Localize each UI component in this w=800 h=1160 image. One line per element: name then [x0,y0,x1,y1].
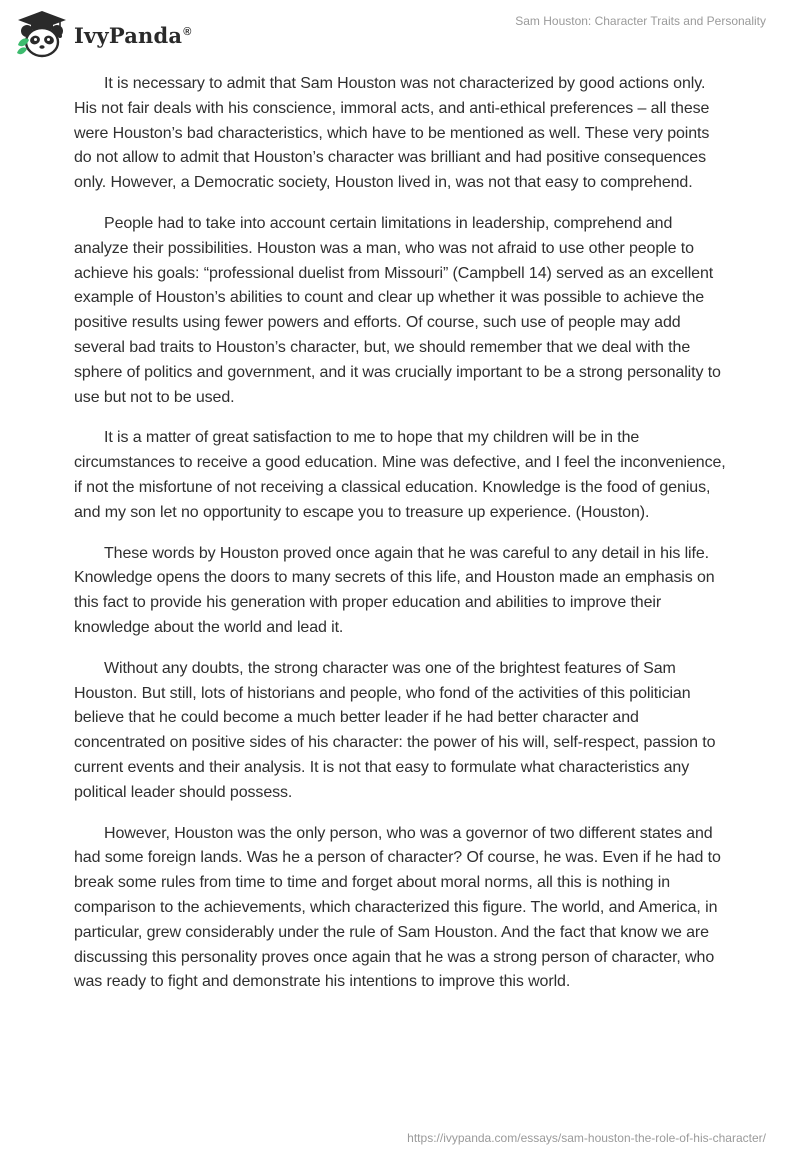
paragraph: These words by Houston proved once again that he was careful to any detail in his life. Knowledge opens the doors to many secrets of this life, and Houston made an emphasis on this fact to provide his generation with proper education and abilities to improve their knowledge about the world and lead it. [74,544,715,636]
page-header [0,0,800,70]
paragraph: However, Houston was the only person, who was a governor of two different states and had some foreign lands. Was he a person of character? Of course, he was. Even if he had to break some rules from time to time and forget about moral norms, all this is nothing in comparison to the achievements, which characterized this figure. The world, and America, in particular, grew considerably under the rule of Sam Houston. And the fact that know we are discussing this personality proves once again that he was a strong person of character, who was ready to fight and demonstrate his intentions to improve this world. [74,824,721,991]
brand-name-text: IvyPanda [74,22,183,48]
panda-graduate-icon [14,9,70,59]
paragraph: People had to take into account certain limitations in leadership, comprehend and analyze their possibilities. Houston was a man, who was not afraid to use other people to achieve his goals: “professional duelist from Missouri” (Campbell 14) served as an excellent example of Houston’s abilities to count and clear up whether it was possible to achieve the positive results using fewer powers and efforts. Of course, such use of people may add several bad traits to Houston’s character, but, we should remember that we deal with the sphere of politics and government, and it was crucially important to be a strong personality to use but not to be used. [74,214,721,406]
brand-name [74,23,192,48]
paragraph: Without any doubts, the strong character was one of the brightest features of Sam Houston. But still, lots of historians and people, who fond of the activities of this politician believe that he could become a much better leader if he had better character and concentrated on positive sides of his character: the power of his will, self-respect, passion to current events and their analysis. It is not that easy to formulate what characteristics any political leader should possess. [74,659,716,801]
essay-body [74,72,730,1011]
registered-mark: ® [183,25,192,38]
document-title: Sam Houston: Character Traits and Personality [515,14,766,28]
ivypanda-logo[interactable] [14,9,192,59]
paragraph: It is necessary to admit that Sam Houston was not characterized by good actions only. His not fair deals with his conscience, immoral acts, and anti-ethical preferences – all these were Houston’s bad characteristics, which have to be mentioned as well. These very points do not allow to admit that Houston’s character was brilliant and had positive consequences only. However, a Democratic society, Houston lived in, was not that easy to comprehend. [74,75,710,192]
paragraph: It is a matter of great satisfaction to me to hope that my children will be in the circumstances to receive a good education. Mine was defective, and I feel the inconvenience, if not the misfortune of not receiving a classical education. Knowledge is the food of genius, and my son let no opportunity to escape you to treasure up experience. (Houston). [74,429,726,521]
source-url-link[interactable]: https://ivypanda.com/essays/sam-houston-the-role-of-his-character/ [407,1131,766,1145]
